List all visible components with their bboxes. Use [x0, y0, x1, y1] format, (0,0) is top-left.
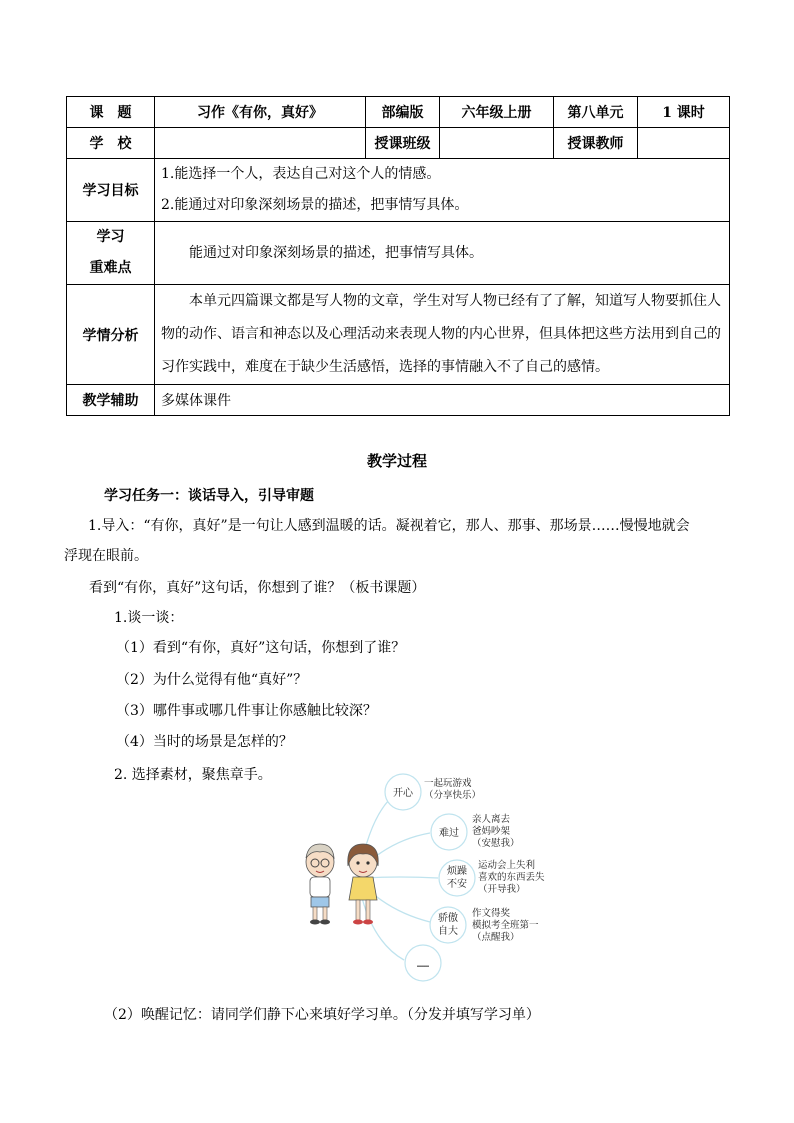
node-detail: （分享快乐）: [424, 790, 482, 801]
lesson-info-table: [66, 96, 730, 416]
class-value: [440, 128, 554, 159]
task1-heading: 学习任务一：谈话导入，引导审题: [104, 488, 314, 504]
question-item: （4）当时的场景是怎样的？: [116, 734, 293, 750]
talk-heading: 1.谈一谈：: [114, 610, 184, 626]
objective-item: 2.能通过对印象深刻场景的描述，把事情写具体。: [161, 197, 469, 213]
mind-map-labels: [393, 787, 467, 970]
question-item: （3）哪件事或哪几件事让你感触比较深？: [116, 703, 377, 719]
class-label: 授课班级: [366, 128, 440, 159]
lesson-title: 习作《有你，真好》: [155, 97, 366, 128]
class-hours: 1 课时: [638, 97, 730, 128]
table-row: [67, 97, 730, 128]
node-detail: 运动会上失利: [478, 860, 536, 871]
mind-map-links: [360, 792, 438, 960]
node-detail: 作文得奖: [472, 908, 511, 919]
grade: 六年级上册: [440, 97, 554, 128]
table-row: [67, 385, 730, 416]
teacher-value: [638, 128, 730, 159]
girl-figure: [348, 844, 378, 925]
step-2: 2. 选择素材，聚焦章手。: [114, 767, 272, 783]
objectives-content: [155, 159, 730, 222]
see-line: 看到“有你，真好”这句话，你想到了谁？（板书课题）: [89, 580, 426, 596]
school-label: 学 校: [67, 128, 155, 159]
node-detail: （开导我）: [478, 884, 526, 895]
boy-figure: [306, 844, 334, 925]
node-detail: （安慰我）: [472, 838, 520, 849]
question-item: （1）看到“有你，真好”这句话，你想到了谁？: [116, 640, 406, 656]
question-item: （2）为什么觉得有他“真好”？: [116, 672, 308, 688]
node-label: 开心: [393, 788, 413, 799]
node-label: 烦躁: [447, 866, 467, 877]
section-title: 教学过程: [366, 452, 427, 470]
key-points-content: 能通过对印象深刻场景的描述，把事情写具体。: [155, 222, 730, 285]
node-label: 自大: [438, 926, 458, 937]
node-detail: 喜欢的东西丢失: [478, 872, 545, 883]
node-label: 不安: [447, 879, 467, 890]
mind-map: [300, 770, 580, 985]
analysis-label: 学情分析: [67, 285, 155, 385]
table-row: [67, 159, 730, 222]
objective-item: 1.能选择一个人，表达自己对这个人的情感。: [161, 166, 441, 182]
school-value: [155, 128, 366, 159]
intro-line-1: 1.导入：“有你，真好”是一句让人感到温暖的话。凝视着它，那人、那事、那场景……慢慢地就会: [88, 518, 690, 534]
teaching-aids-label: 教学辅助: [67, 385, 155, 416]
node-label: 骄傲: [438, 913, 458, 924]
node-detail: （点醒我）: [472, 932, 520, 943]
node-detail: 爸妈吵架: [472, 826, 511, 837]
children-illustration: [306, 844, 378, 925]
analysis-content: 本单元四篇课文都是写人物的文章，学生对写人物已经有了了解，知道写人物要抓住人物的动作、语言和神态以及心理活动来表现人物的内心世界，但具体把这些方法用到自己的习作实践中，难度在于缺少生活感悟，选择的事情融入不了自己的感情。: [155, 285, 730, 385]
teaching-aids-content: 多媒体课件: [155, 385, 730, 416]
intro-line-2: 浮现在眼前。: [64, 548, 148, 564]
node-label: ……: [416, 959, 430, 970]
table-row: [67, 285, 730, 385]
edition: 部编版: [366, 97, 440, 128]
teacher-label: 授课教师: [554, 128, 638, 159]
unit: 第八单元: [554, 97, 638, 128]
table-row: [67, 222, 730, 285]
topic-label: 课 题: [67, 97, 155, 128]
table-row: [67, 128, 730, 159]
node-label: 难过: [439, 828, 459, 839]
objectives-label: 学习目标: [67, 159, 155, 222]
recall-step: （2）唤醒记忆：请同学们静下心来填好学习单。（分发并填写学习单）: [104, 1007, 540, 1023]
node-detail: 模拟考全班第一: [472, 920, 539, 931]
key-points-label: 学习 重难点: [67, 222, 155, 285]
node-detail: 一起玩游戏: [424, 778, 472, 789]
node-detail: 亲人离去: [472, 814, 511, 825]
